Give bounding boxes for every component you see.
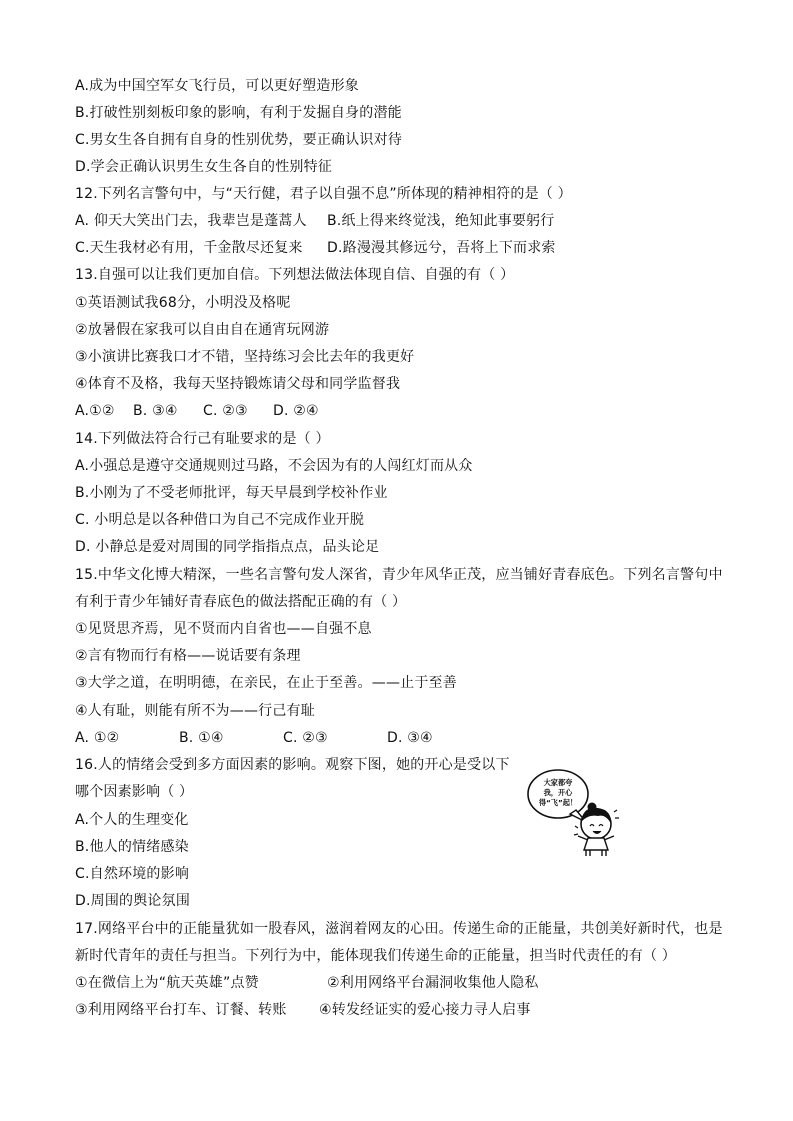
q17-item-4: ④转发经证实的爱心接力寻人启事 [319, 1002, 531, 1018]
q14-option-a: A.小强总是遵守交通规则过马路，不会因为有的人闯红灯而从众 [75, 458, 473, 474]
q17-item-1: ①在微信上为“航天英雄”点赞 [75, 975, 259, 991]
q15-option-c: C. ②③ [283, 730, 328, 746]
q12-option-d: D.路漫漫其修远兮，吾将上下而求索 [327, 240, 556, 256]
bubble-text-3: 得“飞”起！ [538, 798, 578, 807]
q15-option-b: B. ①④ [179, 730, 224, 746]
q12-options-row2 [75, 239, 556, 257]
q17-items-row2 [75, 1001, 531, 1019]
q15-option-d: D. ③④ [387, 730, 433, 746]
q17-item-2: ②利用网络平台漏洞收集他人隐私 [327, 975, 539, 991]
q12-stem: 12.下列名言警句中，与“天行健，君子以自强不息”所体现的精神相符的是（ ） [75, 186, 572, 202]
q15-item-4: ④人有耻，则能有所不为——行己有耻 [75, 703, 315, 719]
q15-stem-line2: 有利于青少年铺好青春底色的做法搭配正确的有（ ） [75, 594, 407, 610]
q12-option-c: C.天生我材必有用，千金散尽还复来 [75, 240, 303, 256]
q15-item-1: ①见贤思齐焉，见不贤而内自省也——自强不息 [75, 621, 372, 637]
q16-option-c: C.自然环境的影响 [75, 866, 190, 882]
q13-item-1: ①英语测试我68分，小明没及格呢 [75, 295, 291, 311]
happy-girl-cartoon [520, 766, 620, 858]
q12-option-a: A. 仰天大笑出门去，我辈岂是蓬蒿人 [75, 213, 307, 229]
q12-options-row1 [75, 212, 554, 230]
q13-option-c: C. ②③ [203, 403, 248, 419]
q17-items-row1 [75, 974, 539, 992]
q13-item-4: ④体育不及格，我每天坚持锻炼请父母和同学监督我 [75, 376, 401, 392]
q17-stem-line2: 新时代青年的责任与担当。下列行为中，能体现我们传递生命的正能量，担当时代责任的有（ ） [75, 948, 677, 964]
q11-option-c: C.男女生各自拥有自身的性别优势，要正确认识对待 [75, 132, 403, 148]
q11-option-b: B.打破性别刻板印象的影响，有利于发掘自身的潜能 [75, 105, 402, 121]
q13-item-2: ②放暑假在家我可以自由自在通宵玩网游 [75, 322, 330, 338]
q13-option-a: A.①② [75, 403, 115, 419]
q17-item-3: ③利用网络平台打车、订餐、转账 [75, 1002, 287, 1018]
q13-item-3: ③小演讲比赛我口才不错，坚持练习会比去年的我更好 [75, 349, 415, 365]
q14-option-c: C. 小明总是以各种借口为自己不完成作业开脱 [75, 512, 365, 528]
q13-option-b: B. ③④ [133, 403, 178, 419]
q12-option-b: B.纸上得来终觉浅，绝知此事要躬行 [327, 213, 555, 229]
q14-stem: 14.下列做法符合行己有耻要求的是（ ） [75, 431, 330, 447]
q16-option-a: A.个人的生理变化 [75, 812, 189, 828]
q16-stem-line2: 哪个因素影响（ ） [75, 784, 194, 800]
girl-hair-bun [588, 803, 597, 812]
q13-option-d: D. ②④ [273, 403, 319, 419]
bubble-text-2: 我，开心 [543, 788, 573, 797]
q16-stem-line1: 16.人的情绪会受到多方面因素的影响。观察下图，她的开心是受以下 [75, 757, 510, 773]
q14-option-b: B.小刚为了不受老师批评，每天早晨到学校补作业 [75, 485, 388, 501]
q13-stem: 13.自强可以让我们更加自信。下列想法做法体现自信、自强的有（ ） [75, 267, 515, 283]
q14-option-d: D. 小静总是爱对周围的同学指指点点，品头论足 [75, 539, 380, 555]
q15-option-a: A. ①② [75, 730, 120, 746]
q15-item-2: ②言有物而行有格——说话要有条理 [75, 648, 301, 664]
q15-options [75, 729, 433, 747]
q15-stem-line1: 15.中华文化博大精深，一些名言警句发人深省，青少年风华正茂，应当铺好青春底色。下列名言警句中 [75, 567, 723, 583]
q16-option-d: D.周围的舆论氛围 [75, 893, 191, 909]
bubble-text-1: 大家都夸 [543, 778, 573, 787]
q11-option-a: A.成为中国空军女飞行员，可以更好塑造形象 [75, 78, 359, 94]
q17-stem-line1: 17.网络平台中的正能量犹如一股春风，滋润着网友的心田。传递生命的正能量，共创美好新时代，也是 [75, 921, 723, 937]
q15-item-3: ③大学之道，在明明德，在亲民，在止于至善。——止于至善 [75, 675, 457, 691]
girl-legs [586, 850, 606, 856]
q16-option-b: B.他人的情绪感染 [75, 839, 189, 855]
q11-option-d: D.学会正确认识男生女生各自的性别特征 [75, 159, 333, 175]
q13-options [75, 402, 319, 420]
